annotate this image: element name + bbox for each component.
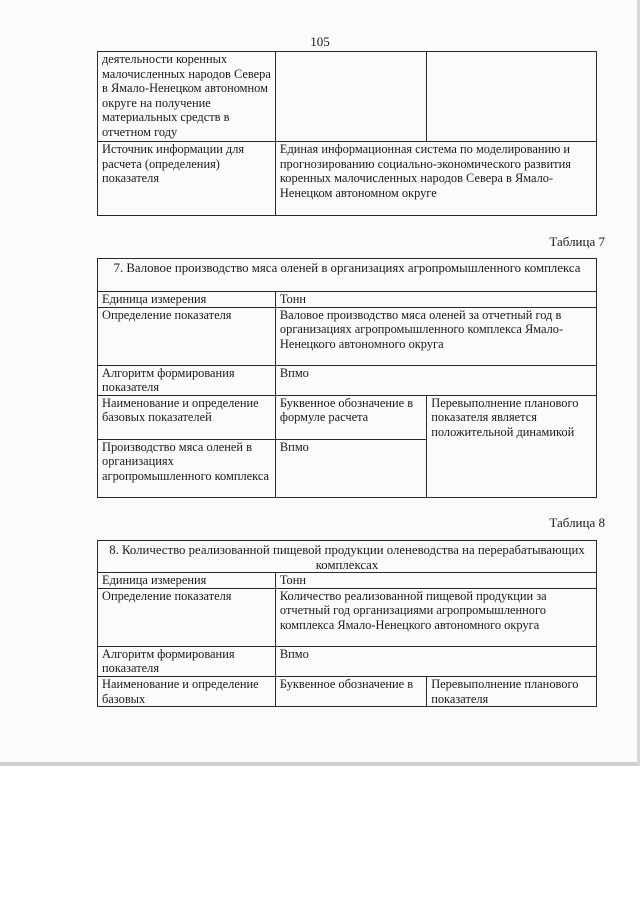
- unit-value-cell: Тонн: [275, 573, 596, 589]
- unit-label-cell: Единица измерения: [98, 292, 276, 308]
- base-indicator-code-cell: Впмо: [275, 439, 426, 497]
- table-7: [97, 258, 597, 498]
- continuation-table: [97, 51, 597, 216]
- dynamics-cell: Перевыполнение планового показателя является положительной динамикой: [427, 395, 597, 497]
- algorithm-label-cell: Алгоритм формирования показателя: [98, 365, 276, 395]
- unit-value-cell: Тонн: [275, 292, 596, 308]
- table8-title: 8. Количество реализованной пищевой продукции оленеводства на перерабатывающих комплексах: [98, 541, 597, 573]
- dynamics-cell: Перевыполнение планового показателя: [427, 676, 597, 706]
- continuation-text-cell: деятельности коренных малочисленных народов Севера в Ямало-Ненецком автономном округе на получение материальных средств в отчетном году: [98, 52, 276, 142]
- page-number: 105: [310, 34, 330, 49]
- empty-cell: [427, 52, 597, 142]
- algorithm-value-cell: Впмо: [275, 365, 596, 395]
- table7-caption: Таблица 7: [549, 234, 605, 249]
- algorithm-value-cell: Впмо: [275, 646, 596, 676]
- source-value-cell: Единая информационная система по моделированию и прогнозированию социально-экономического развития коренных малочисленных народов Севера в Ямало-Ненецком автономном округе: [275, 142, 596, 216]
- empty-cell: [275, 52, 426, 142]
- table-8: [97, 540, 597, 707]
- table7-title: 7. Валовое производство мяса оленей в организациях агропромышленного комплекса: [98, 259, 597, 292]
- unit-label-cell: Единица измерения: [98, 573, 276, 589]
- definition-value-cell: Количество реализованной пищевой продукции за отчетный год организациями агропромышленного комплекса Ямало-Ненецкого автономного округа: [275, 588, 596, 646]
- algorithm-label-cell: Алгоритм формирования показателя: [98, 646, 276, 676]
- base-indicators-label-cell: Наименование и определение базовых показателей: [98, 395, 276, 439]
- letter-designation-label-cell: Буквенное обозначение в: [275, 676, 426, 706]
- letter-designation-label-cell: Буквенное обозначение в формуле расчета: [275, 395, 426, 439]
- definition-label-cell: Определение показателя: [98, 588, 276, 646]
- definition-value-cell: Валовое производство мяса оленей за отчетный год в организациях агропромышленного комплекса Ямало-Ненецкого автономного округа: [275, 307, 596, 365]
- table8-caption: Таблица 8: [549, 515, 605, 530]
- base-indicator-name-cell: Производство мяса оленей в организациях агропромышленного комплекса: [98, 439, 276, 497]
- source-label-cell: Источник информации для расчета (определения) показателя: [98, 142, 276, 216]
- definition-label-cell: Определение показателя: [98, 307, 276, 365]
- base-indicators-label-cell: Наименование и определение базовых: [98, 676, 276, 706]
